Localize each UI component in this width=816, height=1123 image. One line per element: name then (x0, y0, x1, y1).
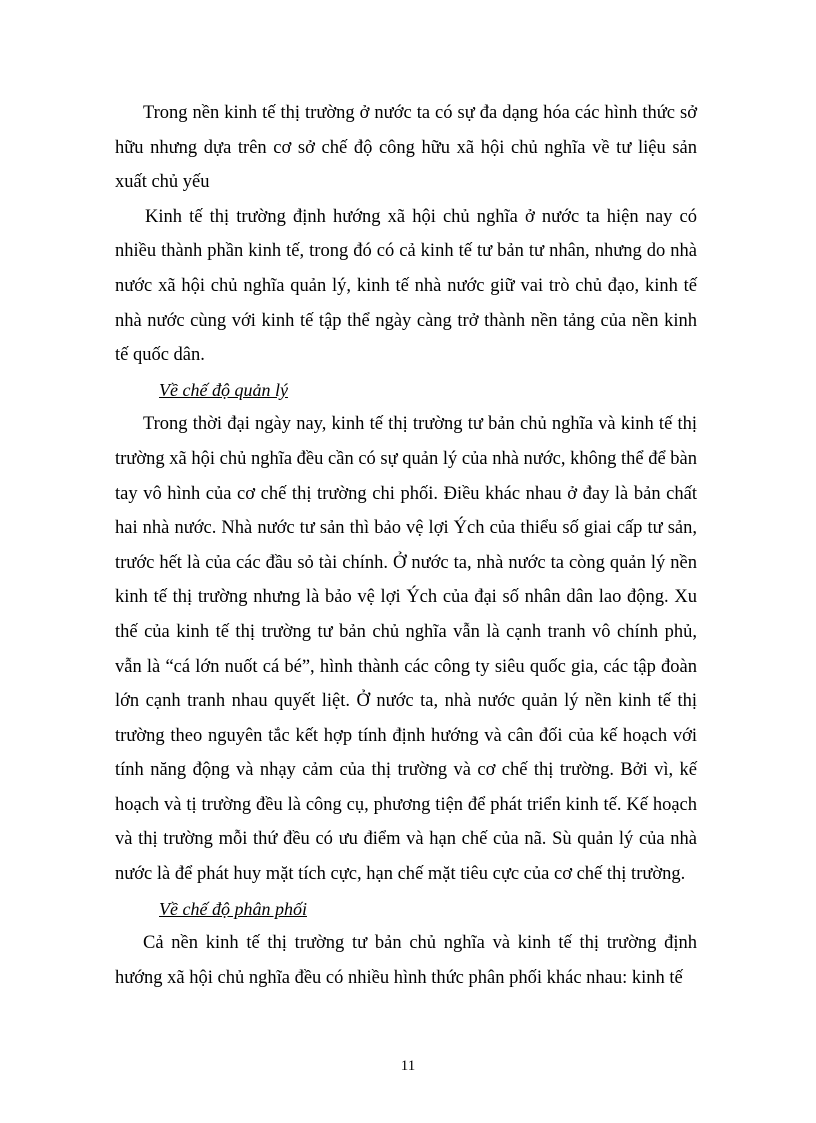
heading-distribution: Về chế độ phân phối (159, 898, 307, 919)
paragraph-management: Trong thời đại ngày nay, kinh tế thị trường tư bản chủ nghĩa và kinh tế thị trường xã hội chủ nghĩa đều cần có sự quản lý của nhà nước, không thể để bàn tay vô hình của cơ chế thị trường chi phối. Điều khác nhau ở đay là bản chất hai nhà nước. Nhà nước tư sản thì bảo vệ lợi Ých của thiểu số giai cấp tư sản, trước hết là của các đầu sỏ tài chính. Ở nước ta, nhà nước ta còng quản lý nền kinh tế thị trường nhưng là bảo vệ lợi Ých của đại số nhân dân lao động. Xu thế của kinh tế thị trường tư bản chủ nghĩa vẫn là cạnh tranh vô chính phủ, vẫn là “cá lớn nuốt cá bé”, hình thành các công ty siêu quốc gia, các tập đoàn lớn cạnh tranh nhau quyết liệt. Ở nước ta, nhà nước quản lý nền kinh tế thị trường theo nguyên tắc kết hợp tính định hướng và cân đối của kế hoạch với tính năng động và nhạy cảm của thị trường và cơ chế thị trường. Bởi vì, kế hoạch và tị trường đều là công cụ, phương tiện để phát triển kinh tế. Kế hoạch và thị trường mỗi thứ đều có ưu điểm và hạn chế của nã. Sù quản lý của nhà nước là để phát huy mặt tích cực, hạn chế mặt tiêu cực của cơ chế thị trường. (115, 414, 697, 885)
paragraph-economic-sectors: Kinh tế thị trường định hướng xã hội chủ nghĩa ở nước ta hiện nay có nhiều thành phần kinh tế, trong đó có cả kinh tế tư bản tư nhân, nhưng do nhà nước xã hội chủ nghĩa quản lý, kinh tế nhà nước giữ vai trò chủ đạo, kinh tế nhà nước cùng với kinh tế tập thể ngày càng trở thành nền tảng của nền kinh tế quốc dân. (115, 206, 697, 366)
paragraph-ownership: Trong nền kinh tế thị trường ở nước ta có sự đa dạng hóa các hình thức sở hữu nhưng dựa trên cơ sở chế độ công hữu xã hội chủ nghĩa về tư liệu sản xuất chủ yếu (115, 103, 697, 193)
paragraph-distribution: Cả nền kinh tế thị trường tư bản chủ nghĩa và kinh tế thị trường định hướng xã hội chủ nghĩa đều có nhiều hình thức phân phối khác nhau: kinh tế (115, 933, 697, 988)
page-content (115, 96, 697, 995)
page-number: 11 (400, 1058, 416, 1074)
heading-management: Về chế độ quản lý (159, 379, 288, 400)
